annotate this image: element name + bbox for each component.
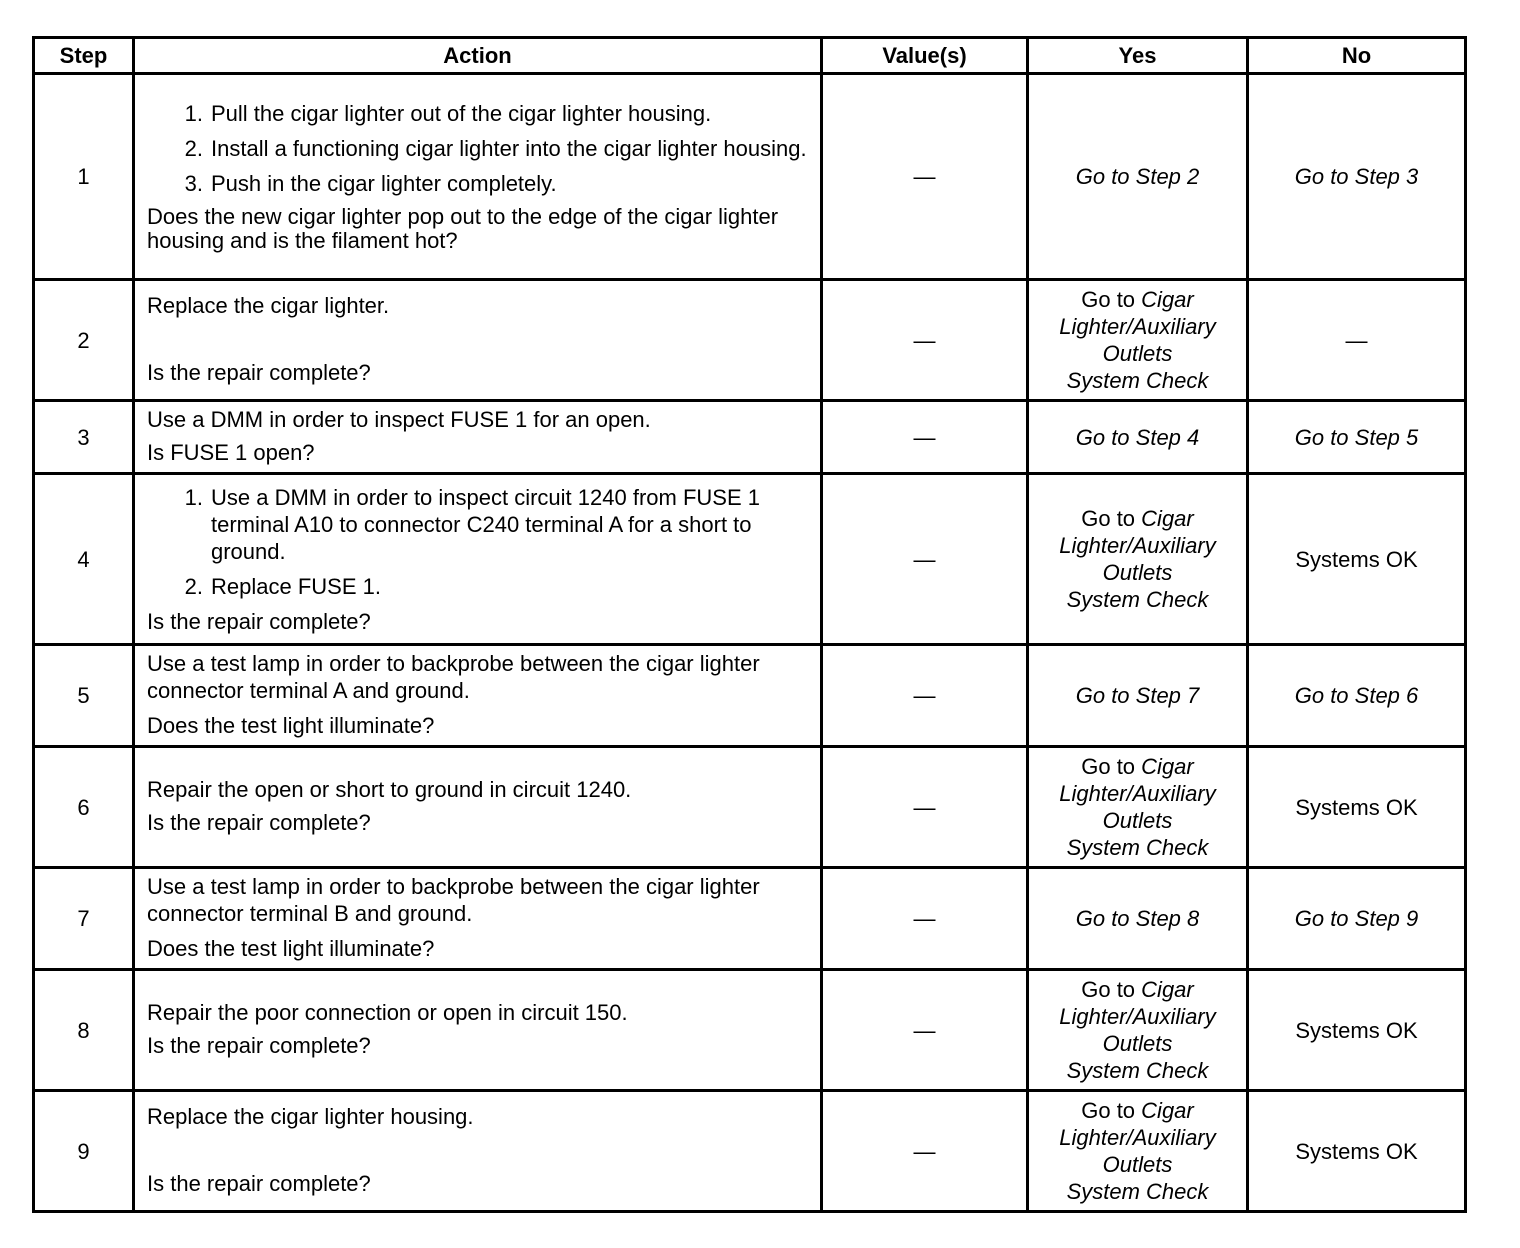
step-number: 4 xyxy=(34,474,134,645)
no-cell: Go to Step 5 xyxy=(1248,401,1466,474)
no-cell: — xyxy=(1248,280,1466,401)
action-list xyxy=(147,484,808,600)
yes-link-part: System Check xyxy=(1066,368,1209,393)
no-cell: Systems OK xyxy=(1248,970,1466,1091)
yes-link-part: Cigar xyxy=(1141,1098,1194,1123)
action-question: Is the repair complete? xyxy=(147,608,371,634)
value-cell: — xyxy=(822,645,1028,747)
yes-cell xyxy=(1028,1091,1248,1212)
value-cell: — xyxy=(822,868,1028,970)
list-number: 1. xyxy=(184,101,203,126)
yes-link-part: System Check xyxy=(1066,835,1209,860)
list-text: Pull the cigar lighter out of the cigar lighter housing. xyxy=(211,101,712,126)
header-no: No xyxy=(1248,38,1466,74)
value-cell: — xyxy=(822,401,1028,474)
table-row xyxy=(34,1091,1466,1212)
action-cell xyxy=(134,474,822,645)
yes-prefix: Go to xyxy=(1081,977,1136,1002)
yes-link-part: Outlets xyxy=(1102,808,1173,833)
action-cell xyxy=(134,401,822,474)
yes-link-part: Cigar xyxy=(1141,977,1194,1002)
step-number: 6 xyxy=(34,747,134,868)
table-row xyxy=(34,868,1466,970)
yes-cell: Go to Step 2 xyxy=(1028,74,1248,280)
action-text: Use a test lamp in order to backprobe between the cigar lighter connector terminal A and ground. xyxy=(147,651,760,703)
action-question: Is the repair complete? xyxy=(147,360,371,385)
step-number: 1 xyxy=(34,74,134,280)
step-number: 2 xyxy=(34,280,134,401)
yes-cell: Go to Step 4 xyxy=(1028,401,1248,474)
action-text: Repair the poor connection or open in circuit 150. xyxy=(147,1000,628,1025)
action-cell xyxy=(134,280,822,401)
table-row xyxy=(34,401,1466,474)
diagnostic-table xyxy=(32,36,1467,1213)
list-item xyxy=(147,573,808,600)
step-number: 8 xyxy=(34,970,134,1091)
yes-link-part: System Check xyxy=(1066,1058,1209,1083)
table-row xyxy=(34,970,1466,1091)
value-cell: — xyxy=(822,747,1028,868)
list-number: 3. xyxy=(184,171,203,196)
action-cell xyxy=(134,1091,822,1212)
list-text: Install a functioning cigar lighter into the cigar lighter housing. xyxy=(211,136,807,161)
yes-prefix: Go to xyxy=(1081,1098,1136,1123)
yes-link-part: Lighter/Auxiliary xyxy=(1059,1004,1216,1029)
value-cell: — xyxy=(822,280,1028,401)
yes-link-part: System Check xyxy=(1066,587,1209,612)
action-text: Use a test lamp in order to backprobe between the cigar lighter connector terminal B and ground. xyxy=(147,874,760,926)
action-question: Is the repair complete? xyxy=(147,1033,371,1058)
header-step: Step xyxy=(34,38,134,74)
action-question: Does the test light illuminate? xyxy=(147,713,435,738)
yes-cell xyxy=(1028,970,1248,1091)
list-item xyxy=(147,170,808,197)
action-question: Does the test light illuminate? xyxy=(147,936,435,961)
yes-link-part: Cigar xyxy=(1141,287,1194,312)
value-cell: — xyxy=(822,1091,1028,1212)
list-item xyxy=(147,135,808,162)
no-cell: Go to Step 9 xyxy=(1248,868,1466,970)
yes-link-part: Lighter/Auxiliary xyxy=(1059,314,1216,339)
no-cell: Systems OK xyxy=(1248,747,1466,868)
list-item xyxy=(147,100,808,127)
yes-link-part: Lighter/Auxiliary xyxy=(1059,781,1216,806)
header-yes: Yes xyxy=(1028,38,1248,74)
yes-link-part: Lighter/Auxiliary xyxy=(1059,1125,1216,1150)
yes-link-part: Outlets xyxy=(1102,341,1173,366)
header-values: Value(s) xyxy=(822,38,1028,74)
yes-link-part: Cigar xyxy=(1141,754,1194,779)
step-number: 7 xyxy=(34,868,134,970)
action-text: Replace the cigar lighter housing. xyxy=(147,1104,474,1129)
value-cell: — xyxy=(822,74,1028,280)
yes-prefix: Go to xyxy=(1081,287,1136,312)
table-row xyxy=(34,645,1466,747)
action-text: Use a DMM in order to inspect FUSE 1 for an open. xyxy=(147,407,651,432)
action-cell xyxy=(134,970,822,1091)
table-row xyxy=(34,474,1466,645)
action-text: Repair the open or short to ground in circuit 1240. xyxy=(147,777,632,802)
table-row xyxy=(34,280,1466,401)
list-number: 2. xyxy=(184,573,203,599)
list-item xyxy=(147,484,808,565)
header-row xyxy=(34,38,1466,74)
no-cell: Go to Step 3 xyxy=(1248,74,1466,280)
yes-link-part: Cigar xyxy=(1141,506,1194,531)
yes-link-part: Outlets xyxy=(1102,1152,1173,1177)
yes-link-part: System Check xyxy=(1066,1179,1209,1204)
no-cell: Go to Step 6 xyxy=(1248,645,1466,747)
action-cell xyxy=(134,747,822,868)
table-row xyxy=(34,74,1466,280)
yes-link-part: Outlets xyxy=(1102,1031,1173,1056)
list-text: Use a DMM in order to inspect circuit 1240 from FUSE 1 terminal A10 to connector C240 terminal A for a short to ground. xyxy=(211,484,760,564)
action-cell xyxy=(134,645,822,747)
yes-cell: Go to Step 7 xyxy=(1028,645,1248,747)
value-cell: — xyxy=(822,474,1028,645)
yes-link-part: Lighter/Auxiliary xyxy=(1059,533,1216,558)
yes-cell xyxy=(1028,280,1248,401)
header-action: Action xyxy=(134,38,822,74)
yes-prefix: Go to xyxy=(1081,506,1136,531)
table-row xyxy=(34,747,1466,868)
step-number: 5 xyxy=(34,645,134,747)
no-cell: Systems OK xyxy=(1248,1091,1466,1212)
step-number: 9 xyxy=(34,1091,134,1212)
yes-cell: Go to Step 8 xyxy=(1028,868,1248,970)
action-text: Replace the cigar lighter. xyxy=(147,293,390,318)
step-number: 3 xyxy=(34,401,134,474)
yes-cell xyxy=(1028,747,1248,868)
action-question: Is FUSE 1 open? xyxy=(147,440,315,465)
list-number: 2. xyxy=(184,136,203,161)
action-list xyxy=(147,100,808,197)
action-cell xyxy=(134,868,822,970)
action-question: Is the repair complete? xyxy=(147,810,371,835)
list-number: 1. xyxy=(184,484,203,510)
yes-prefix: Go to xyxy=(1081,754,1136,779)
no-cell: Systems OK xyxy=(1248,474,1466,645)
yes-cell xyxy=(1028,474,1248,645)
list-text: Replace FUSE 1. xyxy=(211,573,381,599)
list-text: Push in the cigar lighter completely. xyxy=(211,171,557,196)
action-question: Does the new cigar lighter pop out to the edge of the cigar lighter housing and is the filament hot? xyxy=(147,204,779,253)
yes-link-part: Outlets xyxy=(1102,560,1173,585)
value-cell: — xyxy=(822,970,1028,1091)
action-question: Is the repair complete? xyxy=(147,1171,371,1196)
action-cell xyxy=(134,74,822,280)
